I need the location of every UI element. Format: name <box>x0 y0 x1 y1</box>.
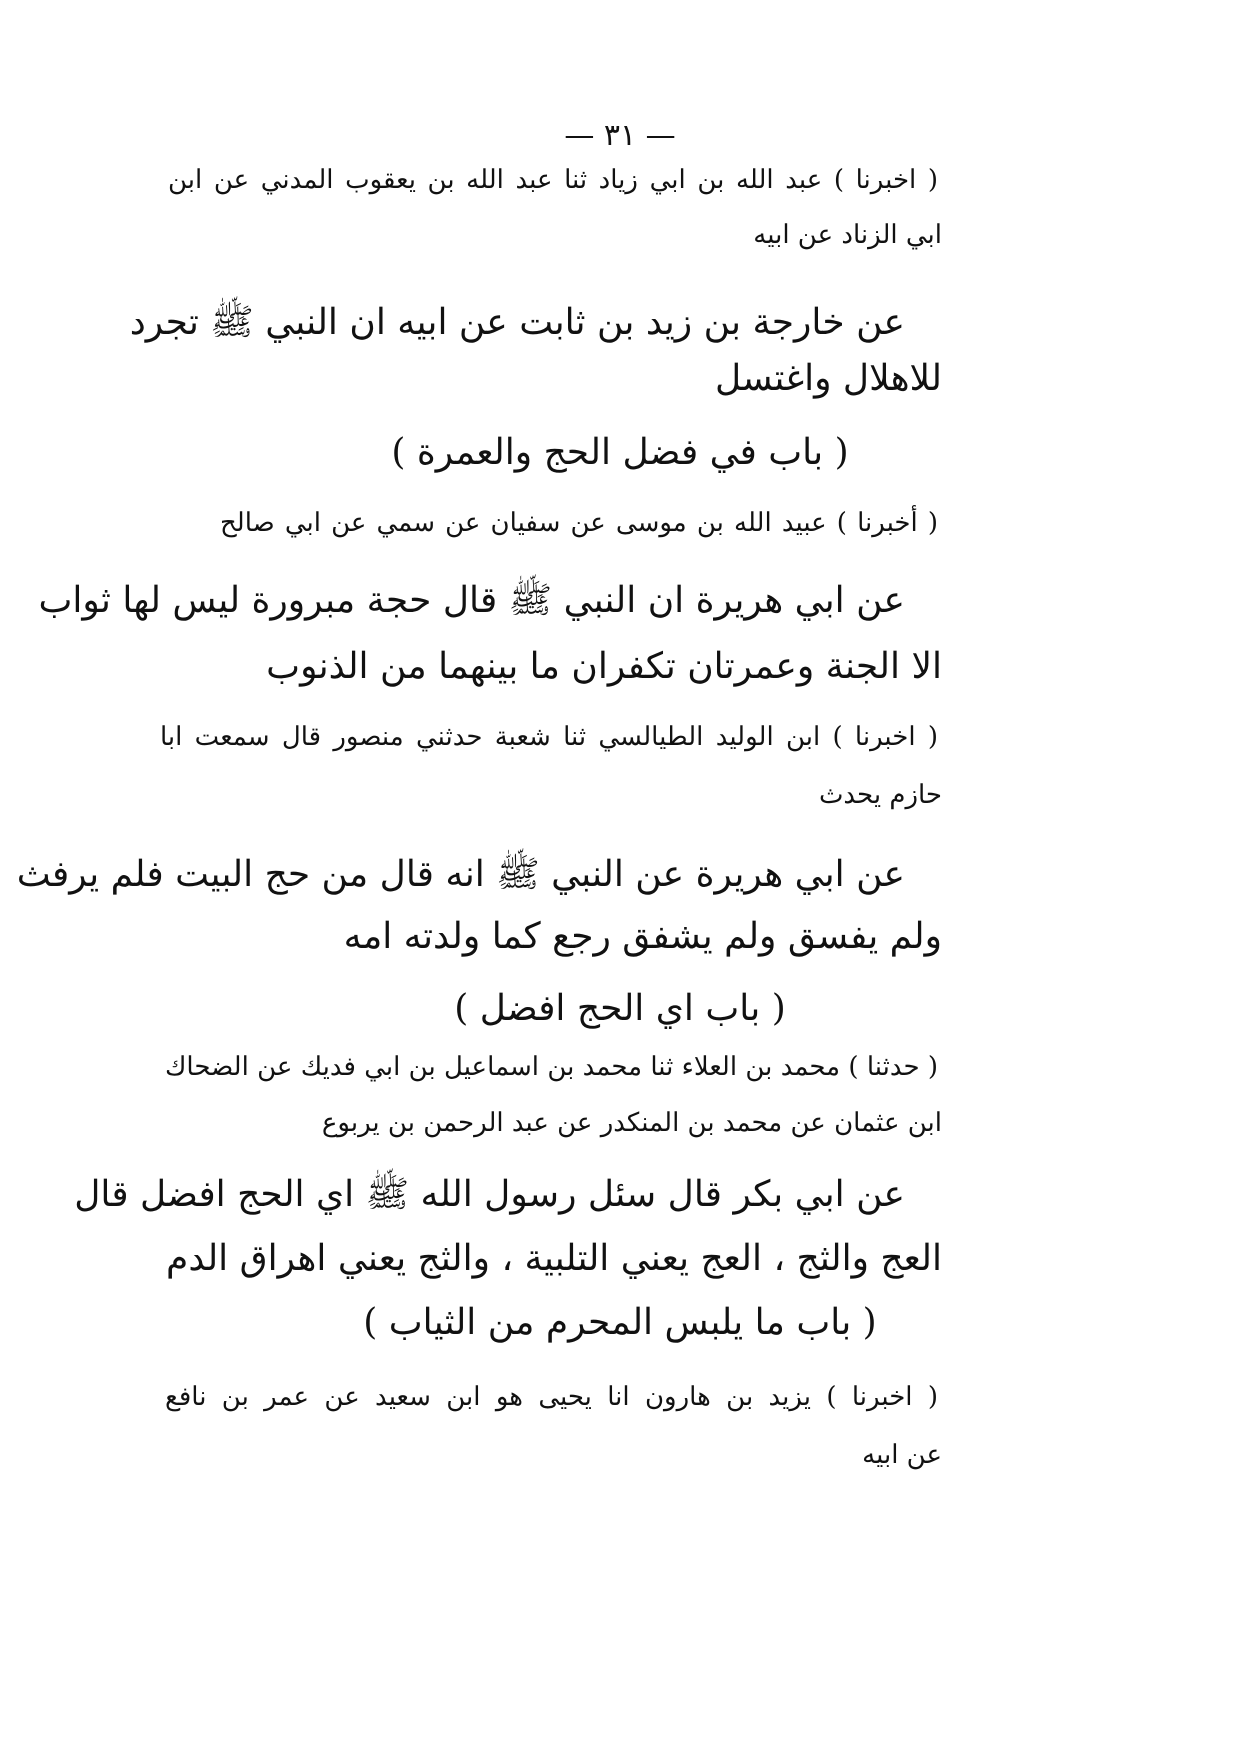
isnad-line: ( اخبرنا ) عبد الله بن ابي زياد ثنا عبد الله بن يعقوب المدني عن ابن <box>168 165 938 195</box>
hadith-line: عن ابي بكر قال سئل رسول الله ﷺ اي الحج افضل قال <box>74 1174 905 1215</box>
chapter-heading: ( باب في فضل الحج والعمرة ) <box>391 432 849 473</box>
isnad-line: ( أخبرنا ) عبيد الله بن موسى عن سفيان عن سمي عن ابي صالح <box>220 508 938 538</box>
isnad-line: ابي الزناد عن ابيه <box>753 220 942 250</box>
chapter-heading: ( باب ما يلبس المحرم من الثياب ) <box>363 1302 877 1343</box>
hadith-line: عن ابي هريرة ان النبي ﷺ قال حجة مبرورة ليس لها ثواب <box>38 580 905 621</box>
hadith-line: عن ابي هريرة عن النبي ﷺ انه قال من حج البيت فلم يرفث <box>16 854 905 895</box>
hadith-line: العج والثج ، العج يعني التلبية ، والثج يعني اهراق الدم <box>166 1238 942 1279</box>
isnad-line: عن ابيه <box>862 1440 942 1470</box>
isnad-line: ( حدثنا ) محمد بن العلاء ثنا محمد بن اسماعيل بن ابي فديك عن الضحاك <box>165 1052 938 1082</box>
hadith-line: ولم يفسق ولم يشفق رجع كما ولدته امه <box>343 916 942 957</box>
isnad-line: حازم يحدث <box>818 780 942 810</box>
hadith-line: الا الجنة وعمرتان تكفران ما بينهما من الذنوب <box>266 646 942 687</box>
isnad-line: ابن عثمان عن محمد بن المنكدر عن عبد الرحمن بن يربوع <box>321 1108 942 1138</box>
chapter-heading: ( باب اي الحج افضل ) <box>454 988 786 1029</box>
isnad-line: ( اخبرنا ) ابن الوليد الطيالسي ثنا شعبة حدثني منصور قال سمعت ابا <box>160 722 938 752</box>
isnad-line: ( اخبرنا ) يزيد بن هارون انا يحيى هو ابن سعيد عن عمر بن نافع <box>165 1382 938 1412</box>
hadith-line: للاهلال واغتسل <box>715 358 942 399</box>
page-number: — ٣١ — <box>564 118 676 153</box>
hadith-line: عن خارجة بن زيد بن ثابت عن ابيه ان النبي ﷺ تجرد <box>129 302 905 343</box>
